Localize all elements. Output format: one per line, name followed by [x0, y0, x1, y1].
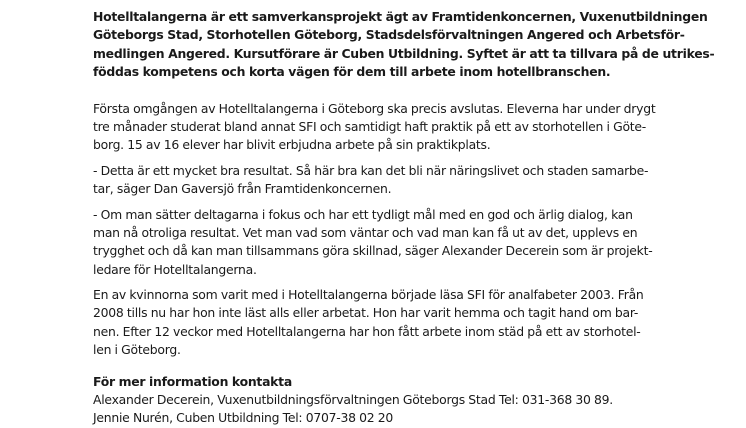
body-line: man nå otroliga resultat. Vet man vad som väntar och vad man kan få ut av det, upplevs en [93, 224, 638, 240]
body-line: len i Göteborg. [93, 342, 181, 358]
document-page [93, 8, 715, 428]
body-paragraph-quote-decerein [93, 206, 673, 280]
contact-block [93, 391, 673, 428]
body-line: trygghet och då kan man tillsammans göra skillnad, säger Alexander Decerein som är projekt- [93, 243, 653, 259]
body-line: En av kvinnorna som varit med i Hotelltalangerna började läsa SFI för analfabeter 2003. Från [93, 287, 644, 303]
intro-line: Hotelltalangerna är ett samverkansprojekt ägt av Framtidenkoncernen, Vuxenutbildningen [93, 9, 708, 24]
body-paragraph-quote-gaversjo [93, 162, 673, 199]
body-paragraph-participant-story [93, 286, 673, 360]
body-line: ledare för Hotelltalangerna. [93, 261, 257, 277]
contact-heading-text: För mer information kontakta [93, 373, 292, 389]
contact-line: Alexander Decerein, Vuxenutbildningsförvaltningen Göteborgs Stad Tel: 031-368 30 89. [93, 392, 613, 408]
body-line: Första omgången av Hotelltalangerna i Göteborg ska precis avslutas. Eleverna har under drygt [93, 100, 656, 116]
body-line: borg. 15 av 16 elever har blivit erbjudna arbete på sin praktikplats. [93, 137, 491, 153]
body-line: tre månader studerat bland annat SFI och samtidigt haft praktik på ett av storhotellen i Göte- [93, 118, 646, 134]
contact-line: Jennie Nurén, Cuben Utbildning Tel: 0707-38 02 20 [93, 410, 394, 426]
intro-line: medlingen Angered. Kursutförare är Cuben Utbildning. Syftet är att ta tillvara på de utrikes- [93, 45, 715, 61]
body-paragraph-first-round [93, 100, 673, 155]
contact-heading [93, 373, 673, 391]
body-line: tar, säger Dan Gaversjö från Framtidenkoncernen. [93, 181, 392, 197]
body-line: - Om man sätter deltagarna i fokus och har ett tydligt mål med en god och ärlig dialog, kan [93, 206, 633, 222]
intro-paragraph [93, 8, 715, 82]
body-line: 2008 tills nu har hon inte läst alls eller arbetat. Hon har varit hemma och tagit hand om bar- [93, 305, 639, 321]
body-line: - Detta är ett mycket bra resultat. Så här bra kan det bli när näringslivet och staden samarbe- [93, 162, 649, 178]
intro-line: Göteborgs Stad, Storhotellen Göteborg, Stadsdelsförvaltningen Angered och Arbetsför- [93, 27, 685, 43]
intro-line: föddas kompetens och korta vägen för dem till arbete inom hotellbranschen. [93, 64, 611, 80]
body-line: nen. Efter 12 veckor med Hotelltalangerna har hon fått arbete inom städ på ett av storhotel- [93, 323, 641, 339]
